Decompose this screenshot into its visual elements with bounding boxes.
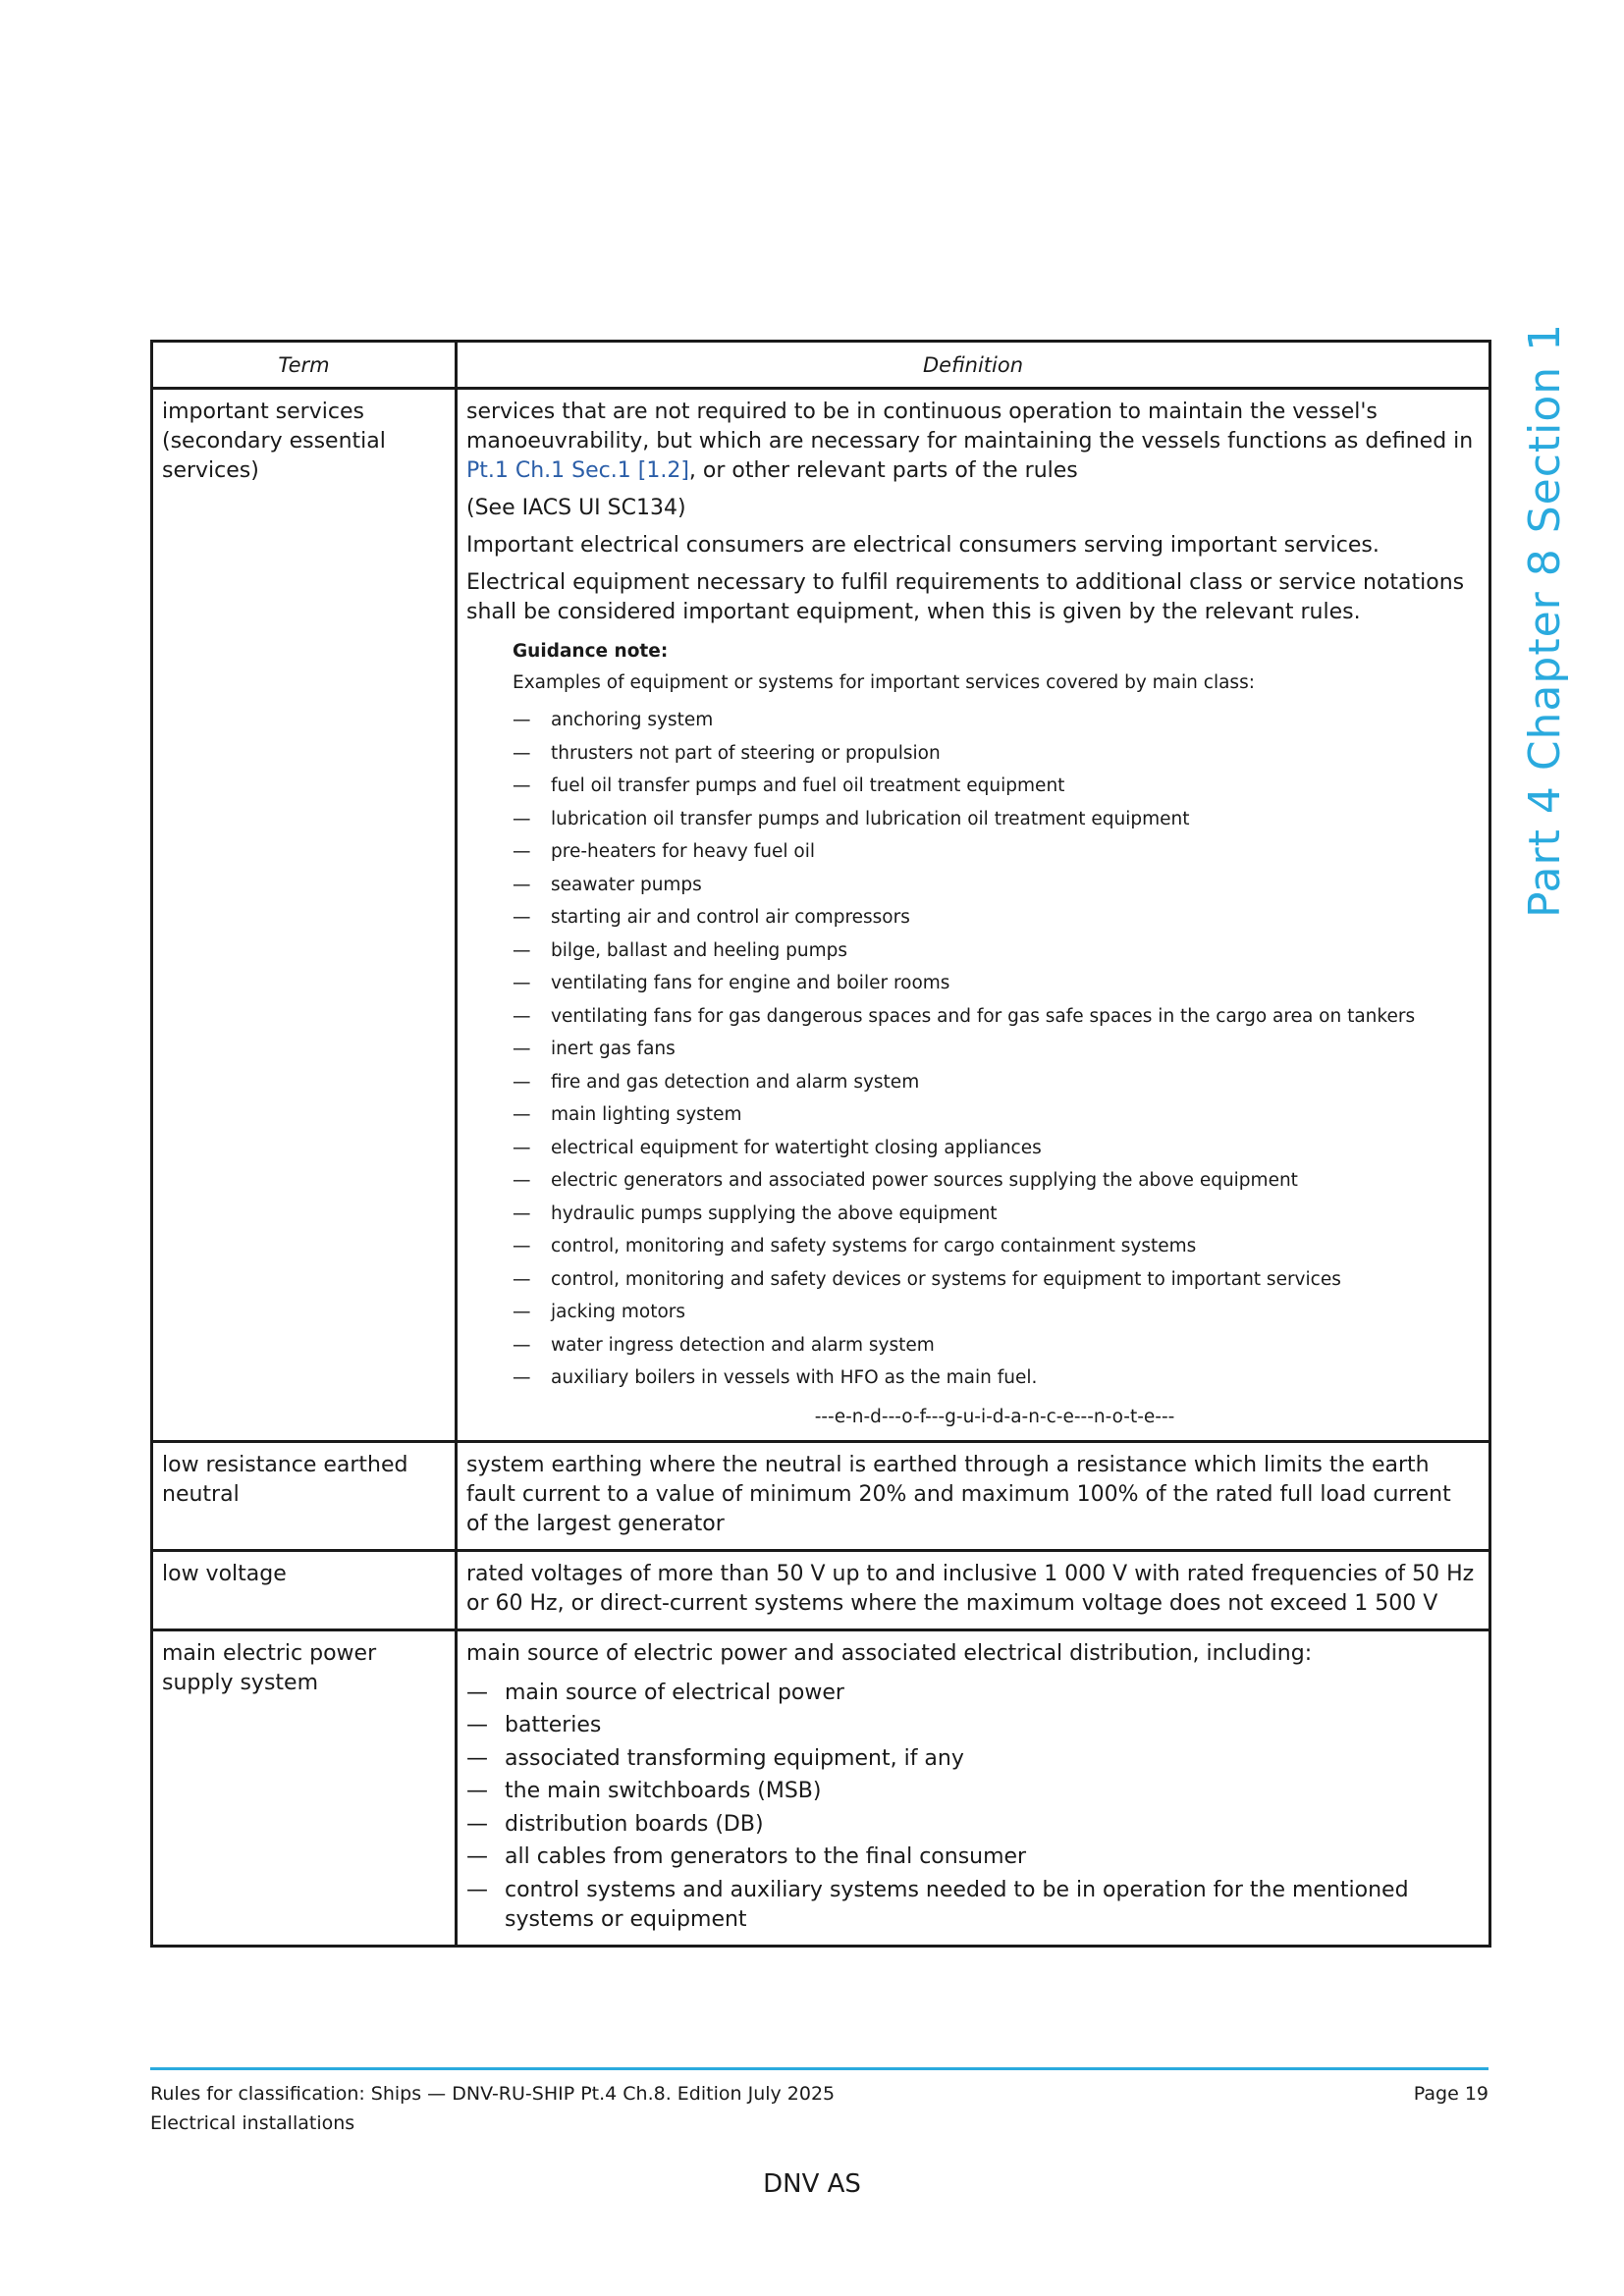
list-item: — auxiliary boilers in vessels with HFO as the main fuel. bbox=[513, 1362, 1477, 1395]
term-main-supply: main electric power supply system bbox=[152, 1629, 457, 1946]
header-term: Term bbox=[152, 342, 457, 389]
definition-paragraph: Important electrical consumers are electrical consumers serving important services. bbox=[466, 533, 1380, 558]
definition-paragraph: main source of electric power and associated electrical distribution, including: bbox=[466, 1640, 1313, 1666]
footer-document-info bbox=[150, 2079, 835, 2138]
guidance-note-title: Guidance note: bbox=[513, 641, 669, 662]
table-row bbox=[152, 1629, 1490, 1946]
definition-important-services bbox=[457, 389, 1490, 1442]
list-item: — all cables from generators to the final consumer bbox=[466, 1841, 1477, 1874]
list-item: — inert gas fans bbox=[513, 1033, 1477, 1066]
list-item: — distribution boards (DB) bbox=[466, 1808, 1477, 1842]
definition-paragraph: (See IACS UI SC134) bbox=[466, 496, 686, 520]
list-item: — ventilating fans for engine and boiler rooms bbox=[513, 967, 1477, 1000]
list-item: — lubrication oil transfer pumps and lubrication oil treatment equipment bbox=[513, 803, 1477, 836]
list-item: — fire and gas detection and alarm system bbox=[513, 1066, 1477, 1099]
list-item: — control systems and auxiliary systems needed to be in operation for the mentioned systems or equipment bbox=[466, 1874, 1477, 1935]
section-side-title: Part 4 Chapter 8 Section 1 bbox=[1520, 322, 1570, 918]
list-item: — main lighting system bbox=[513, 1098, 1477, 1132]
list-item: — bilge, ballast and heeling pumps bbox=[513, 934, 1477, 968]
list-item: — electrical equipment for watertight closing appliances bbox=[513, 1132, 1477, 1165]
rule-reference-link[interactable]: Pt.1 Ch.1 Sec.1 [1.2] bbox=[466, 458, 689, 483]
definition-low-resistance: system earthing where the neutral is earthed through a resistance which limits the earth fault current to a value of minimum 20% and maximum 100% of the rated full load current of the largest generator bbox=[457, 1441, 1490, 1550]
table-row bbox=[152, 1550, 1490, 1629]
footer-divider bbox=[150, 2067, 1489, 2070]
list-item: — pre-heaters for heavy fuel oil bbox=[513, 835, 1477, 869]
term-low-resistance: low resistance earthed neutral bbox=[152, 1441, 457, 1550]
definition-text: , or other relevant parts of the rules bbox=[688, 458, 1078, 483]
list-item: — seawater pumps bbox=[513, 869, 1477, 902]
guidance-note-intro: Examples of equipment or systems for important services covered by main class: bbox=[513, 672, 1255, 693]
list-item: — fuel oil transfer pumps and fuel oil treatment equipment bbox=[513, 770, 1477, 803]
list-item: — control, monitoring and safety systems for cargo containment systems bbox=[513, 1230, 1477, 1263]
table-header-row bbox=[152, 342, 1490, 389]
definition-low-voltage: rated voltages of more than 50 V up to and inclusive 1 000 V with rated frequencies of 50 Hz or 60 Hz, or direct-current systems where the maximum voltage does not exceed 1 500 V bbox=[457, 1550, 1490, 1629]
list-item: — hydraulic pumps supplying the above equipment bbox=[513, 1198, 1477, 1231]
footer-rules-title: Rules for classification: Ships — DNV-RU-SHIP Pt.4 Ch.8. Edition July 2025 bbox=[150, 2083, 836, 2105]
bullet-list bbox=[466, 1677, 1477, 1935]
list-item: — batteries bbox=[466, 1709, 1477, 1742]
guidance-list bbox=[513, 704, 1477, 1395]
list-item: — the main switchboards (MSB) bbox=[466, 1775, 1477, 1808]
definition-text: services that are not required to be in continuous operation to maintain the vessel's manoeuvrability, but which are necessary for maintaining the vessels functions as defined in bbox=[466, 400, 1474, 454]
definition-paragraph: Electrical equipment necessary to fulfil requirements to additional class or service notations shall be considered important equipment, when this is given by the relevant rules. bbox=[466, 570, 1465, 624]
footer-page-number: Page 19 bbox=[1413, 2083, 1489, 2105]
footer-chapter-title: Electrical installations bbox=[150, 2112, 355, 2134]
list-item: — associated transforming equipment, if any bbox=[466, 1742, 1477, 1776]
list-item: — thrusters not part of steering or propulsion bbox=[513, 737, 1477, 771]
definition-main-supply bbox=[457, 1629, 1490, 1946]
table-row bbox=[152, 1441, 1490, 1550]
definition-paragraph bbox=[466, 398, 1477, 486]
publisher-name: DNV AS bbox=[763, 2169, 861, 2199]
term-important-services: important services (secondary essential services) bbox=[152, 389, 457, 1442]
table-row bbox=[152, 389, 1490, 1442]
definitions-table bbox=[150, 340, 1491, 1948]
list-item: — control, monitoring and safety devices or systems for equipment to important services bbox=[513, 1263, 1477, 1297]
list-item: — main source of electrical power bbox=[466, 1677, 1477, 1710]
header-definition: Definition bbox=[457, 342, 1490, 389]
guidance-note-end: ---e-n-d---o-f---g-u-i-d-a-n-c-e---n-o-t-e--- bbox=[814, 1406, 1175, 1427]
list-item: — electric generators and associated power sources supplying the above equipment bbox=[513, 1164, 1477, 1198]
list-item: — starting air and control air compressors bbox=[513, 901, 1477, 934]
list-item: — water ingress detection and alarm system bbox=[513, 1329, 1477, 1362]
guidance-note bbox=[466, 639, 1477, 1430]
list-item: — anchoring system bbox=[513, 704, 1477, 737]
list-item: — jacking motors bbox=[513, 1296, 1477, 1329]
term-low-voltage: low voltage bbox=[152, 1550, 457, 1629]
list-item: — ventilating fans for gas dangerous spaces and for gas safe spaces in the cargo area on tankers bbox=[513, 1000, 1477, 1034]
